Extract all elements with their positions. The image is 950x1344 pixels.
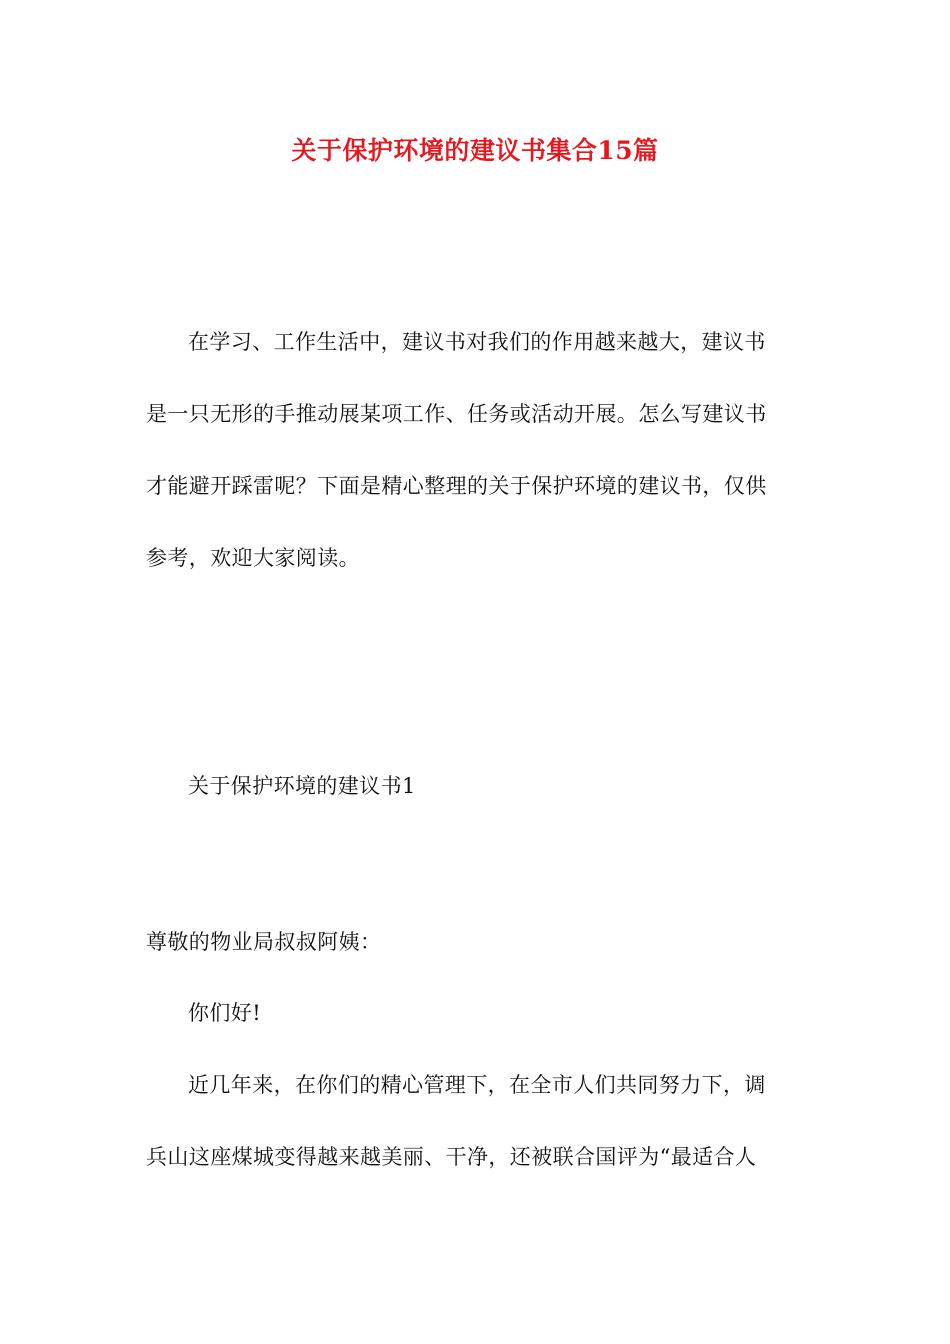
- body-line-2: 兵山这座煤城变得越来越美丽、干净，还被联合国评为“最适合人: [146, 1145, 757, 1169]
- section-heading: 关于保护环境的建议书1: [188, 774, 416, 798]
- intro-line-4: 参考，欢迎大家阅读。: [146, 546, 360, 570]
- intro-line-1: 在学习、工作生活中，建议书对我们的作用越来越大，建议书: [188, 330, 766, 354]
- document-title: 关于保护环境的建议书集合15篇: [291, 136, 659, 165]
- body-line-1: 近几年来，在你们的精心管理下，在全市人们共同努力下，调: [188, 1073, 766, 1097]
- intro-line-3: 才能避开踩雷呢？下面是精心整理的关于保护环境的建议书，仅供: [146, 474, 767, 498]
- salutation: 尊敬的物业局叔叔阿姨：: [146, 930, 382, 954]
- greeting: 你们好!: [188, 1001, 262, 1025]
- intro-line-2: 是一只无形的手推动展某项工作、任务或活动开展。怎么写建议书: [146, 402, 767, 426]
